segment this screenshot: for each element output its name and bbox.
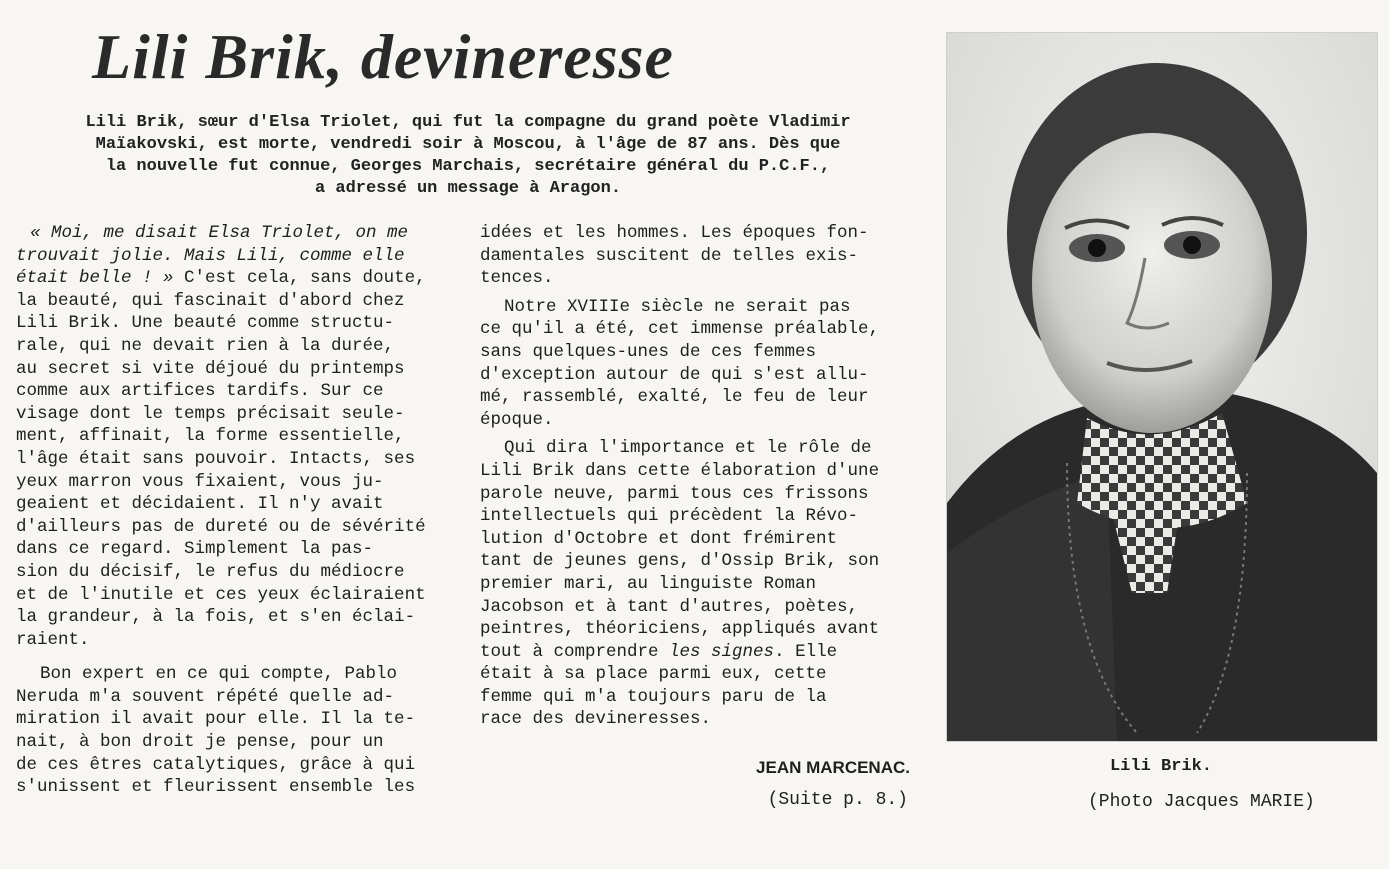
text-line: comme aux artifices tardifs. Sur ce — [16, 381, 384, 402]
photo-caption: Lili Brik. — [1109, 757, 1213, 776]
text-line: lution d'Octobre et dont frémirent — [480, 528, 838, 549]
article-column-2 — [480, 222, 912, 731]
text-line: Neruda m'a souvent répété quelle ad- — [16, 686, 395, 707]
text-line: de ces êtres catalytiques, grâce à qui — [16, 754, 416, 775]
text-line: au secret si vite déjoué du printemps — [16, 358, 405, 379]
portrait-photo — [946, 32, 1378, 742]
text-line: idées et les hommes. Les époques fon- — [480, 223, 869, 243]
author-signature: JEAN MARCENAC. — [756, 758, 910, 777]
text-line: damentales suscitent de telles exis- — [480, 245, 859, 266]
text-line: sans quelques-unes de ces femmes — [480, 341, 817, 362]
text-line: premier mari, au linguiste Roman — [480, 573, 817, 594]
text-fragment: C'est cela, sans doute, — [173, 268, 426, 289]
headline: Lili Brik, devineresse — [92, 21, 674, 92]
text-fragment: . Elle — [774, 641, 838, 662]
text-line: miration il avait pour elle. Il la te- — [16, 709, 416, 730]
text-line: s'unissent et fleurissent ensemble les — [16, 777, 416, 798]
text-line: visage dont le temps précisait seule- — [16, 403, 405, 424]
text-line: d'exception autour de qui s'est allu- — [480, 364, 869, 385]
emphasis-fragment: les signes — [669, 641, 775, 662]
continuation-note: (Suite p. 8.) — [767, 790, 908, 810]
photo-credit: (Photo Jacques MARIE) — [1088, 792, 1315, 812]
lead-line: Maïakovski, est morte, vendredi soir à Moscou, à l'âge de 87 ans. Dès que — [95, 135, 841, 154]
text-line: tences. — [480, 268, 554, 289]
text-line: intellectuels qui précèdent la Révo- — [480, 506, 859, 527]
text-line: race des devineresses. — [480, 709, 712, 730]
lead-line: a adressé un message à Aragon. — [314, 179, 622, 198]
text-line: et de l'inutile et ces yeux éclairaient — [16, 584, 426, 605]
text-line — [480, 641, 912, 664]
text-line: dans ce regard. Simplement la pas- — [16, 539, 374, 560]
text-line: Qui dira l'importance et le rôle de — [504, 438, 872, 459]
text-line: « Moi, me disait Elsa Triolet, on me — [30, 223, 409, 243]
article-lead — [18, 112, 918, 200]
text-line: Bon expert en ce qui compte, Pablo — [40, 664, 398, 685]
text-line: parole neuve, parmi tous ces frissons — [480, 483, 869, 504]
text-line: mé, rassemblé, exalté, le feu de leur — [480, 387, 869, 408]
text-line: sion du décisif, le refus du médiocre — [16, 561, 405, 582]
text-line: femme qui m'a toujours paru de la — [480, 686, 827, 707]
text-line: Lili Brik dans cette élaboration d'une — [480, 460, 880, 481]
text-line: ment, affinait, la forme essentielle, — [16, 426, 405, 447]
lead-line: la nouvelle fut connue, Georges Marchais, secrétaire général du P.C.F., — [105, 157, 831, 176]
text-line: raient. — [16, 629, 90, 650]
text-line: tant de jeunes gens, d'Ossip Brik, son — [480, 551, 880, 572]
text-line — [16, 267, 448, 290]
article-column-1 — [16, 222, 448, 799]
text-line: Notre XVIIIe siècle ne serait pas — [504, 296, 851, 317]
portrait-illustration — [947, 33, 1377, 741]
text-line: geaient et décidaient. Il n'y avait — [16, 494, 384, 515]
text-line: d'ailleurs pas de dureté ou de sévérité — [16, 516, 426, 537]
text-line: la grandeur, à la fois, et s'en éclai- — [16, 607, 416, 628]
text-line: rale, qui ne devait rien à la durée, — [16, 335, 395, 356]
text-line: Jacobson et à tant d'autres, poètes, — [480, 596, 859, 617]
text-line: peintres, théoriciens, appliqués avant — [480, 619, 880, 640]
text-line: trouvait jolie. Mais Lili, comme elle — [16, 245, 405, 266]
text-line: l'âge était sans pouvoir. Intacts, ses — [16, 448, 416, 469]
text-line: Lili Brik. Une beauté comme structu- — [16, 313, 395, 334]
text-line: nait, à bon droit je pense, pour un — [16, 732, 384, 753]
text-line: ce qu'il a été, cet immense préalable, — [480, 319, 880, 340]
text-line: yeux marron vous fixaient, vous ju- — [16, 471, 384, 492]
text-line: était à sa place parmi eux, cette — [480, 664, 827, 685]
text-line: la beauté, qui fascinait d'abord chez — [16, 290, 405, 311]
paragraph-gap — [16, 651, 448, 663]
quote-fragment: était belle ! » — [16, 268, 174, 289]
text-fragment: tout à comprendre — [480, 641, 670, 662]
text-line: époque. — [480, 409, 554, 430]
lead-line: Lili Brik, sœur d'Elsa Triolet, qui fut la compagne du grand poète Vladimir — [85, 113, 851, 132]
